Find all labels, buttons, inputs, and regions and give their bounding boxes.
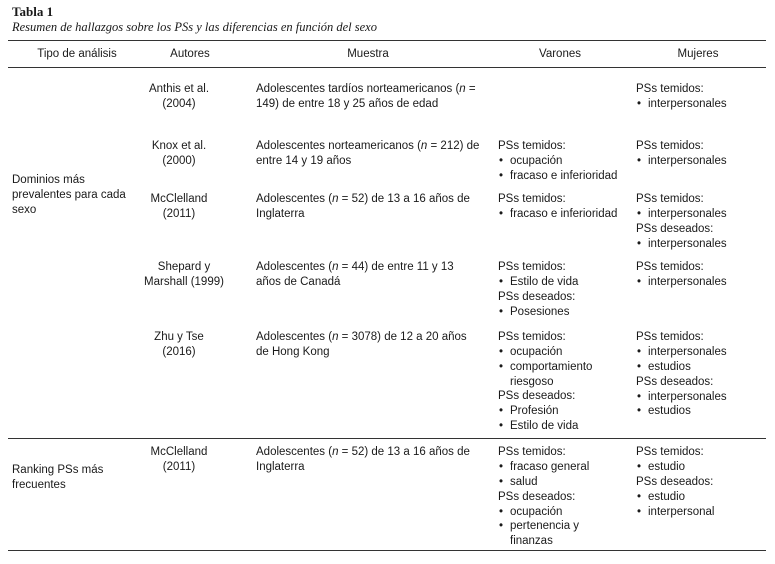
list-item: • Profesión — [498, 404, 592, 419]
author-line: (2011) — [162, 461, 196, 473]
sample-line: Adolescentes norteamericanos (n = 212) de — [256, 140, 480, 152]
authors-cell — [140, 330, 218, 360]
author-line: (2004) — [162, 98, 196, 110]
authors-cell — [140, 82, 218, 112]
author-line: (2011) — [162, 208, 196, 220]
list-item: • fracaso general — [498, 460, 589, 475]
author-line: McClelland — [150, 446, 208, 458]
table-subtitle: Resumen de hallazgos sobre los PSs y las diferencias en función del sexo — [12, 20, 377, 34]
sample-cell — [256, 260, 486, 290]
group-label-line: prevalentes para cada — [12, 189, 126, 201]
list-item-continuation: finanzas — [510, 535, 553, 548]
group-label-line: Dominios más — [12, 174, 85, 186]
list-item: • fracaso e inferioridad — [498, 207, 617, 222]
men-head: PSs deseados: — [498, 390, 576, 403]
women-cell — [636, 139, 727, 169]
list-item: • fracaso e inferioridad — [498, 169, 617, 184]
women-head: PSs temidos: — [636, 83, 704, 95]
author-line: McClelland — [150, 193, 208, 205]
women-head: PSs temidos: — [636, 446, 704, 458]
column-header-tipo: Tipo de análisis — [37, 48, 117, 60]
women-head: PSs deseados: — [636, 222, 714, 235]
sample-line: entre 14 y 19 años — [256, 155, 352, 167]
authors-cell — [140, 139, 218, 169]
list-item: • estudios — [636, 360, 727, 375]
list-item: • ocupación — [498, 505, 589, 520]
group-divider-rule — [8, 438, 766, 439]
men-head: PSs temidos: — [498, 261, 566, 273]
authors-cell — [140, 260, 228, 290]
group-label-line: frecuentes — [12, 479, 66, 491]
author-line: (2000) — [162, 155, 196, 167]
list-item: • interpersonales — [636, 207, 727, 222]
sample-cell — [256, 82, 486, 112]
list-item: • interpersonales — [636, 390, 727, 405]
sample-line: Adolescentes (n = 52) de 13 a 16 años de — [256, 446, 470, 458]
women-head: PSs deseados: — [636, 375, 714, 388]
list-item: • interpersonal — [636, 505, 714, 520]
list-item: • interpersonales — [636, 345, 727, 360]
men-head: PSs temidos: — [498, 331, 566, 343]
men-head: PSs deseados: — [498, 490, 576, 503]
sample-line: Inglaterra — [256, 461, 305, 473]
sample-line: de Hong Kong — [256, 346, 330, 358]
women-head: PSs temidos: — [636, 193, 704, 205]
men-cell — [498, 330, 592, 434]
top-rule — [8, 40, 766, 41]
sample-line: Adolescentes tardíos norteamericanos (n = — [256, 83, 476, 95]
sample-cell — [256, 445, 486, 475]
authors-cell — [140, 445, 218, 475]
author-line: Knox et al. — [151, 140, 207, 152]
men-cell — [498, 192, 617, 222]
list-item: • interpersonales — [636, 154, 727, 169]
list-item: • interpersonales — [636, 275, 727, 290]
list-item: • salud — [498, 475, 589, 490]
men-head: PSs deseados: — [498, 290, 576, 303]
list-item: • pertenencia y — [498, 519, 589, 534]
women-head: PSs temidos: — [636, 331, 704, 343]
women-head: PSs temidos: — [636, 140, 704, 152]
group-label-dominios — [12, 173, 142, 218]
list-item: • estudio — [636, 460, 714, 475]
sample-line: 149) de entre 18 y 25 años de edad — [256, 98, 439, 110]
women-head: PSs temidos: — [636, 261, 704, 273]
men-head: PSs temidos: — [498, 140, 566, 152]
bottom-rule — [8, 550, 766, 551]
list-item: • comportamiento — [498, 360, 592, 375]
header-rule — [8, 67, 766, 68]
table-caption — [12, 4, 377, 36]
list-item: • estudio — [636, 490, 714, 505]
column-header-muestra: Muestra — [347, 48, 389, 60]
sample-line: Adolescentes (n = 52) de 13 a 16 años de — [256, 193, 470, 205]
table-title: Tabla 1 — [12, 4, 54, 19]
sample-cell — [256, 139, 486, 169]
author-line: Anthis et al. — [148, 83, 210, 95]
women-cell — [636, 330, 727, 419]
list-item: • interpersonales — [636, 237, 727, 252]
list-item: • Posesiones — [498, 305, 578, 320]
group-label-line: Ranking PSs más — [12, 464, 104, 476]
men-head: PSs temidos: — [498, 446, 566, 458]
men-cell — [498, 139, 617, 184]
men-cell — [498, 260, 578, 320]
list-item-continuation: riesgoso — [510, 375, 554, 388]
group-label-ranking — [12, 463, 142, 493]
column-header-mujeres: Mujeres — [677, 48, 719, 60]
list-item: • Estilo de vida — [498, 275, 578, 290]
list-item: • ocupación — [498, 154, 617, 169]
author-line: (2016) — [162, 346, 196, 358]
women-cell — [636, 192, 727, 252]
women-cell — [636, 260, 727, 290]
sample-line: Adolescentes (n = 44) de entre 11 y 13 — [256, 261, 454, 273]
women-head: PSs deseados: — [636, 475, 714, 488]
list-item: • estudios — [636, 404, 727, 419]
men-head: PSs temidos: — [498, 193, 566, 205]
group-label-line: sexo — [12, 204, 37, 216]
women-cell — [636, 82, 727, 112]
column-header-varones: Varones — [539, 48, 581, 60]
authors-cell — [140, 192, 218, 222]
women-cell — [636, 445, 714, 519]
sample-line: Adolescentes (n = 3078) de 12 a 20 años — [256, 331, 467, 343]
author-line: Marshall (1999) — [144, 276, 224, 288]
sample-cell — [256, 330, 486, 360]
author-line: Zhu y Tse — [154, 331, 204, 343]
sample-cell — [256, 192, 486, 222]
sample-line: Inglaterra — [256, 208, 305, 220]
author-line: Shepard y — [157, 261, 211, 273]
sample-line: años de Canadá — [256, 276, 341, 288]
list-item: • ocupación — [498, 345, 592, 360]
list-item: • Estilo de vida — [498, 419, 592, 434]
column-header-autores: Autores — [170, 48, 210, 60]
men-cell — [498, 445, 589, 549]
list-item: • interpersonales — [636, 97, 727, 112]
